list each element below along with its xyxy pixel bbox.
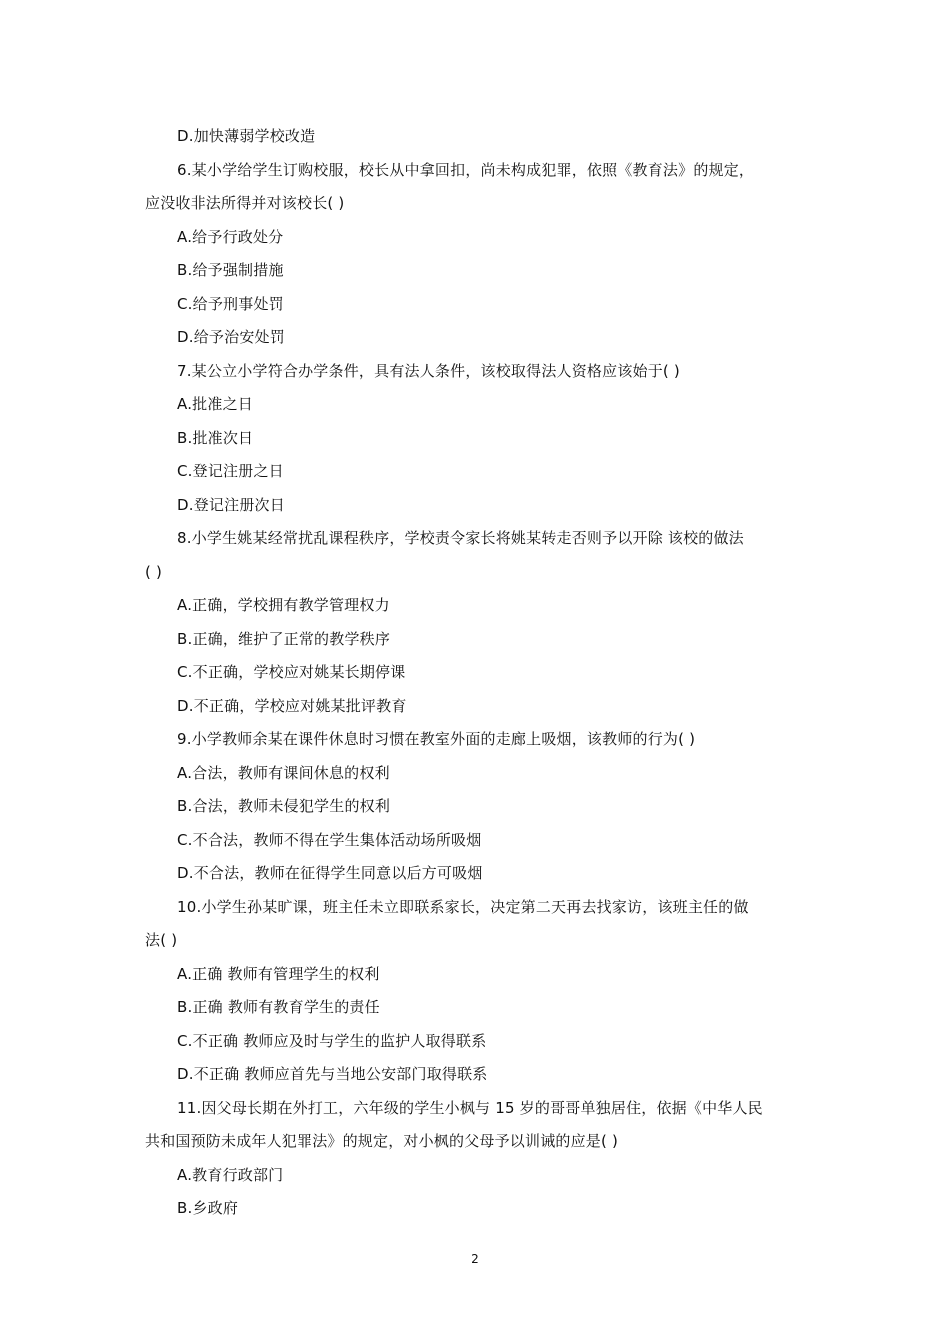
option-8d: D.不正确，学校应对姚某批评教育 <box>177 697 407 715</box>
option-10c: C.不正确 教师应及时与学生的监护人取得联系 <box>177 1032 487 1050</box>
question-7: 7.某公立小学符合办学条件，具有法人条件，该校取得法人资格应该始于( ) <box>177 362 680 380</box>
option-10d: D.不正确 教师应首先与当地公安部门取得联系 <box>177 1065 488 1083</box>
option-7a: A.批准之日 <box>177 395 253 413</box>
question-10: 10.小学生孙某旷课，班主任未立即联系家长，决定第二天再去找家访，该班主任的做 <box>177 898 749 916</box>
option-8b: B.正确，维护了正常的教学秩序 <box>177 630 391 648</box>
option-8a: A.正确，学校拥有教学管理权力 <box>177 596 390 614</box>
option-7b: B.批准次日 <box>177 429 254 447</box>
option-10a: A.正确 教师有管理学生的权利 <box>177 965 380 983</box>
option-6a: A.给予行政处分 <box>177 228 284 246</box>
option-8c: C.不正确，学校应对姚某长期停课 <box>177 663 406 681</box>
option-6d: D.给予治安处罚 <box>177 328 285 346</box>
option-7c: C.登记注册之日 <box>177 462 284 480</box>
option-5d: D.加快薄弱学校改造 <box>177 127 316 145</box>
question-11-continuation: 共和国预防未成年人犯罪法》的规定，对小枫的父母予以训诫的应是( ) <box>145 1132 619 1150</box>
option-9b: B.合法，教师未侵犯学生的权利 <box>177 797 391 815</box>
question-8-continuation: ( ) <box>145 563 163 581</box>
question-11: 11.因父母长期在外打工，六年级的学生小枫与 15 岁的哥哥单独居住，依据《中华人民 <box>177 1099 763 1117</box>
option-11a: A.教育行政部门 <box>177 1166 284 1184</box>
option-6c: C.给予刑事处罚 <box>177 295 284 313</box>
option-9a: A.合法，教师有课间休息的权利 <box>177 764 390 782</box>
question-10-continuation: 法( ) <box>145 931 178 949</box>
question-6: 6.某小学给学生订购校服，校长从中拿回扣，尚未构成犯罪，依照《教育法》的规定， <box>177 161 755 179</box>
option-11b: B.乡政府 <box>177 1199 239 1217</box>
page-number: 2 <box>471 1252 479 1266</box>
option-6b: B.给予强制措施 <box>177 261 284 279</box>
option-9c: C.不合法，教师不得在学生集体活动场所吸烟 <box>177 831 482 849</box>
question-6-continuation: 应没收非法所得并对该校长( ) <box>145 194 345 212</box>
option-9d: D.不合法，教师在征得学生同意以后方可吸烟 <box>177 864 483 882</box>
question-8: 8.小学生姚某经常扰乱课程秩序，学校责令家长将姚某转走否则予以开除 该校的做法 <box>177 529 744 547</box>
option-10b: B.正确 教师有教育学生的责任 <box>177 998 380 1016</box>
question-9: 9.小学教师余某在课件休息时习惯在教室外面的走廊上吸烟，该教师的行为( ) <box>177 730 696 748</box>
option-7d: D.登记注册次日 <box>177 496 285 514</box>
